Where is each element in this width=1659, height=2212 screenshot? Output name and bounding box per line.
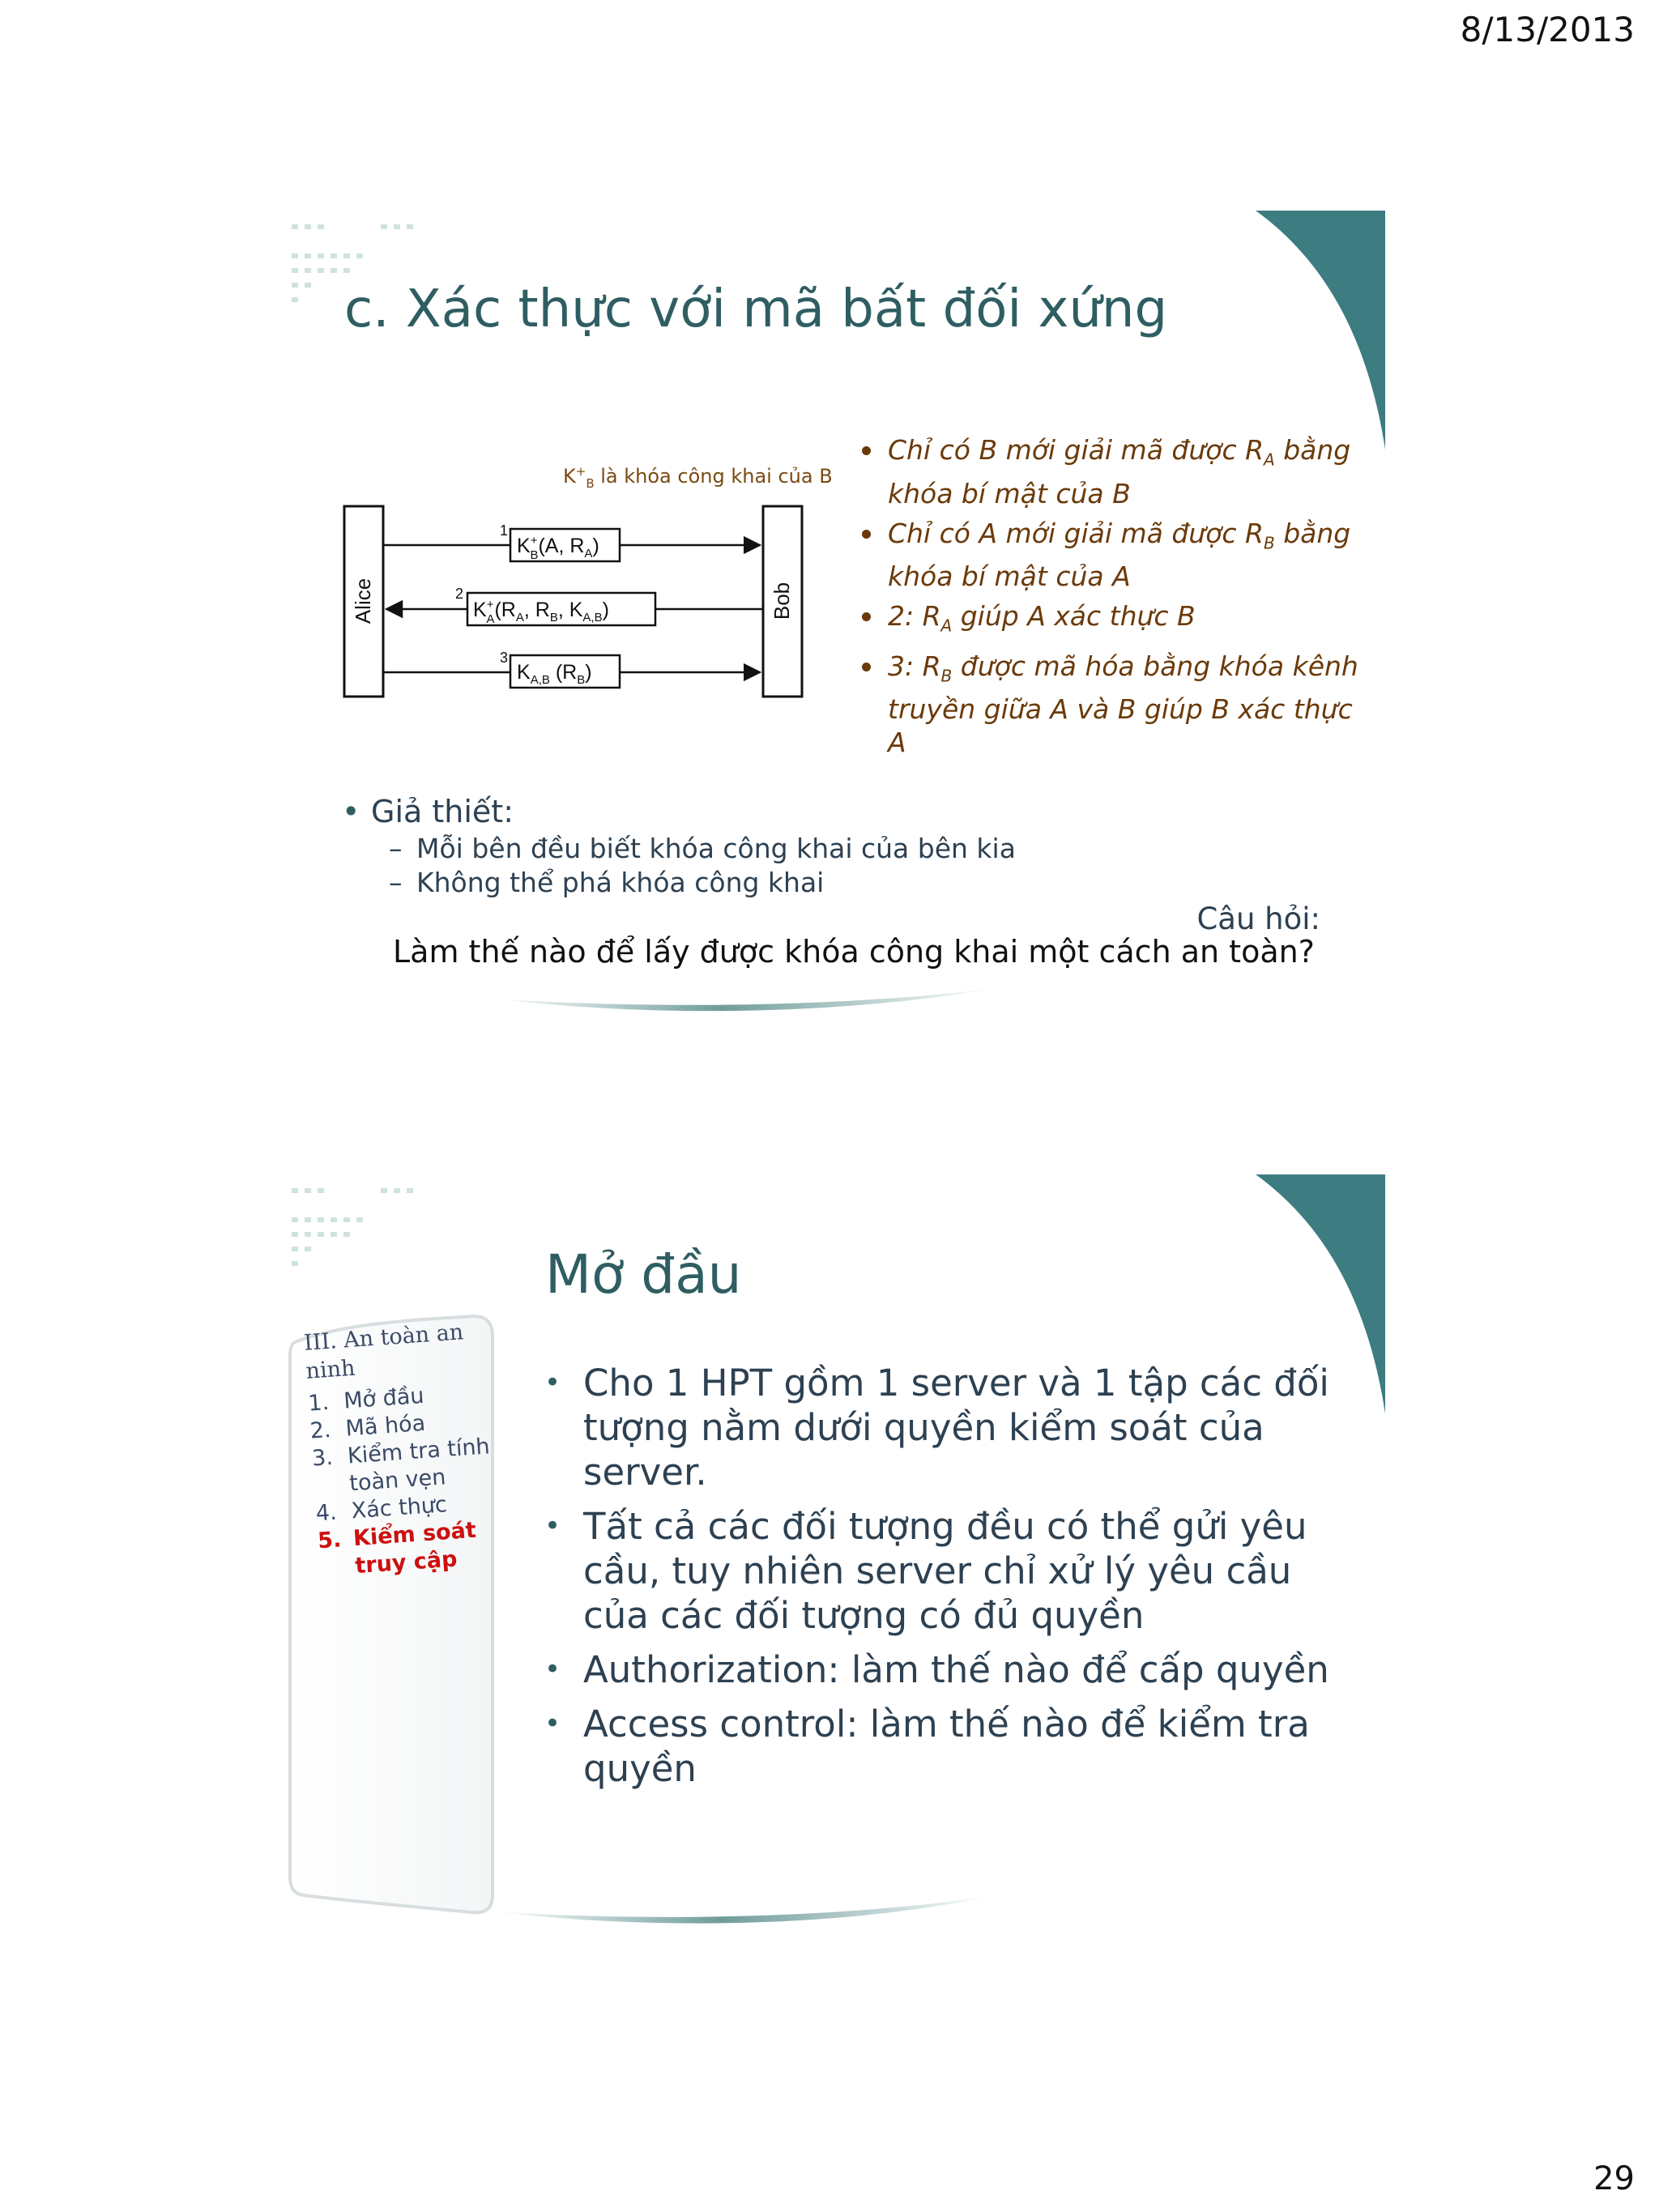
protocol-diagram bbox=[340, 490, 826, 725]
question-label: Câu hỏi: bbox=[1196, 901, 1320, 936]
outline-list bbox=[307, 1378, 498, 1583]
key-subscript: B bbox=[586, 475, 595, 491]
dot-pattern-decoration bbox=[292, 1188, 421, 1277]
assumption-item: – Không thể phá khóa công khai bbox=[389, 867, 825, 898]
intro-bullet: • Access control: làm thế nào để kiểm tra quyền bbox=[541, 1702, 1335, 1791]
intro-bullets bbox=[541, 1361, 1335, 1801]
slide-title: Mở đầu bbox=[545, 1243, 742, 1306]
date-header: 8/13/2013 bbox=[1460, 10, 1635, 49]
outline-item[interactable]: 3. Kiểm tra tính toàn vẹn bbox=[311, 1434, 491, 1497]
message-1-number: 1 bbox=[500, 522, 509, 539]
public-key-note-text: là khóa công khai của B bbox=[594, 465, 833, 488]
message-2-number: 2 bbox=[455, 586, 464, 602]
assumption-item: – Mỗi bên đều biết khóa công khai của bên kia bbox=[389, 833, 1016, 864]
page-number: 29 bbox=[1593, 2160, 1635, 2197]
outline-item[interactable]: 4. Xác thực bbox=[314, 1492, 448, 1527]
outline-item-active[interactable]: 5. Kiểm soát truy cập bbox=[317, 1517, 477, 1579]
outline-sidebar bbox=[303, 1317, 498, 1583]
message-3-label: $K_{A,B}$ $(R_B)$ bbox=[517, 661, 592, 687]
alice-label: Alice bbox=[351, 578, 375, 624]
key-symbol: K bbox=[563, 465, 576, 488]
message-3-number: 3 bbox=[500, 650, 509, 666]
note-item: 2: $R_A$ giúp A xác thực B bbox=[860, 599, 1363, 643]
bob-label: Bob bbox=[770, 582, 794, 620]
outline-item[interactable]: 1. Mở đầu bbox=[307, 1383, 425, 1417]
note-item: Chỉ có A mới giải mã được $R_B$ bằng khóa bí mật của A bbox=[860, 517, 1363, 594]
slide-title: c. Xác thực với mã bất đối xứng bbox=[344, 279, 1168, 339]
outline-heading: III. An toàn an ninh bbox=[303, 1319, 465, 1384]
intro-bullet: • Cho 1 HPT gồm 1 server và 1 tập các đối tượng nằm dưới quyền kiểm soát của server. bbox=[541, 1361, 1335, 1494]
message-1-label: K+ B(A, $R_A$) bbox=[517, 534, 599, 562]
slide-asymmetric-auth bbox=[284, 207, 1385, 1049]
note-item: 3: $R_B$ được mã hóa bằng khóa kênh truyền giữa A và B giúp B xác thực A bbox=[860, 650, 1363, 760]
bottom-swoosh-decoration bbox=[494, 1887, 996, 1936]
message-2-label: K+ $A(R_A$, $R_B$, $K_{A,B}$) bbox=[473, 598, 609, 626]
question-text: Làm thế nào để lấy được khóa công khai một cách an toàn? bbox=[393, 934, 1315, 970]
intro-bullet: • Authorization: làm thế nào để cấp quyền bbox=[541, 1647, 1335, 1692]
slide-introduction bbox=[284, 1170, 1385, 2013]
slide-decoration-swoosh bbox=[1247, 207, 1385, 450]
bullet-dot: • bbox=[342, 794, 360, 829]
intro-bullet: • Tất cả các đối tượng đều có thể gửi yêu cầu, tuy nhiên server chỉ xử lý yêu cầu của các đối tượng có đủ quyền bbox=[541, 1504, 1335, 1638]
outline-item[interactable]: 2. Mã hóa bbox=[309, 1410, 427, 1444]
key-superscript: + bbox=[575, 464, 586, 479]
bottom-swoosh-decoration bbox=[494, 984, 996, 1025]
security-notes-list bbox=[860, 433, 1363, 765]
note-item: Chỉ có B mới giải mã được $R_A$ bằng khóa bí mật của B bbox=[860, 433, 1363, 510]
assumption-heading: • Giả thiết: bbox=[342, 794, 514, 829]
public-key-note bbox=[563, 464, 833, 491]
